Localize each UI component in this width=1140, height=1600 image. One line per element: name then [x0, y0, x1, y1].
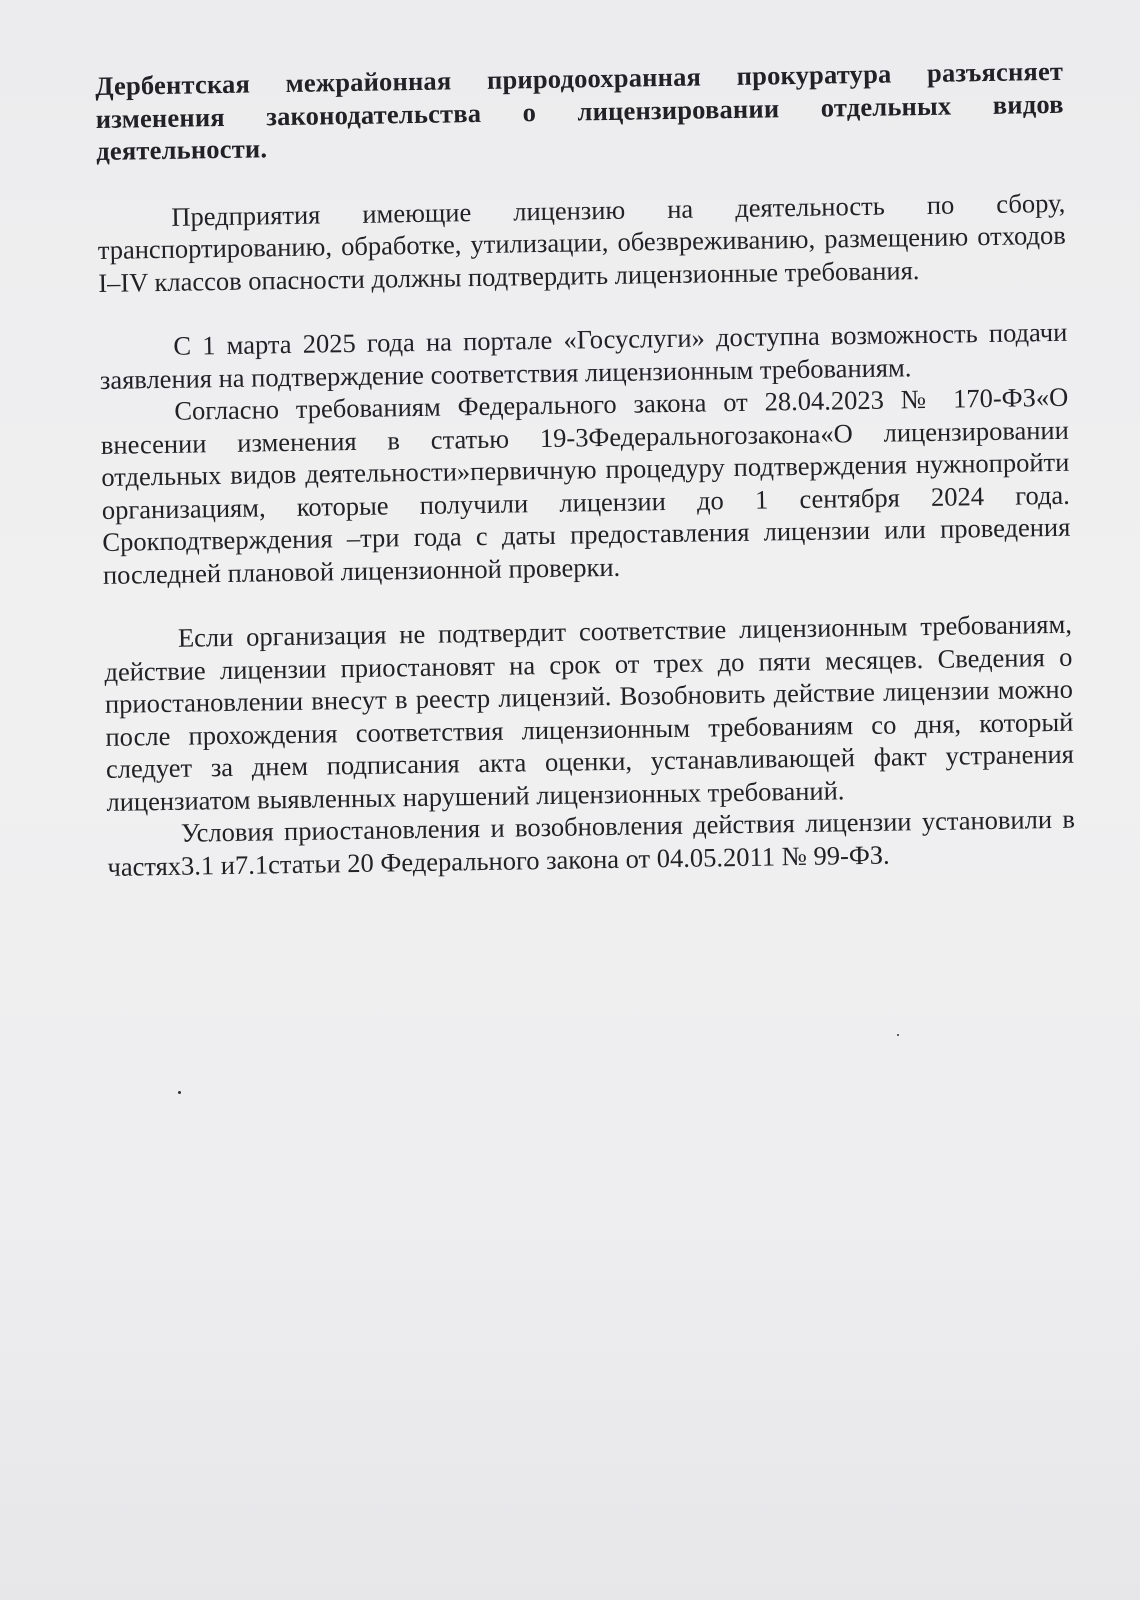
stray-mark [178, 1091, 181, 1094]
paragraph-5: Условия приостановления и возобновления действия лицензии установили в частях3.1 и7.1статьи 20 Федерального закона от 04.05.2011 № 99-ФЗ. [107, 803, 1076, 882]
stray-mark [897, 1034, 899, 1036]
document-title: Дербентская межрайонная природоохранная прокуратура разъясняет изменения законодательства о лицензировании отдельных видов деятельности. [95, 55, 1064, 166]
document-body [95, 55, 1076, 883]
paragraph-2: С 1 марта 2025 года на портале «Госуслуги» доступна возможность подачи заявления на подтверждение соответствия лицензионным требованиям. [99, 316, 1068, 395]
paragraph-1: Предприятия имеющие лицензию на деятельность по сбору, транспортированию, обработке, утилизации, обезвреживанию, размещению отходов I–IV классов опасности должны подтвердить лицензионные требования. [97, 187, 1066, 298]
paragraph-3: Согласно требованиям Федерального закона от 28.04.2023 № 170-ФЗ«О внесении изменения в статью 19-3Федеральногозакона«О лицензировании отдельных видов деятельности»первичную процедуру подтверждения нужнопройти организациям, которые получили лицензии до 1 сентября 2024 года. Срокподтверждения –три года с даты предоставления лицензии или проведения последней плановой лицензионной проверки. [100, 381, 1071, 590]
paragraph-4: Если организация не подтвердит соответствие лицензионным требованиям, действие лицензии приостановят на срок от трех до пяти месяцев. Сведения о приостановлении внесут в реестр лицензий. Возобновить действие лицензии можно после прохождения соответствия лицензионным требованиям со дня, который следует за днем подписания акта оценки, устанавливающей факт устранения лицензиатом выявленных нарушений лицензионных требований. [104, 608, 1075, 817]
